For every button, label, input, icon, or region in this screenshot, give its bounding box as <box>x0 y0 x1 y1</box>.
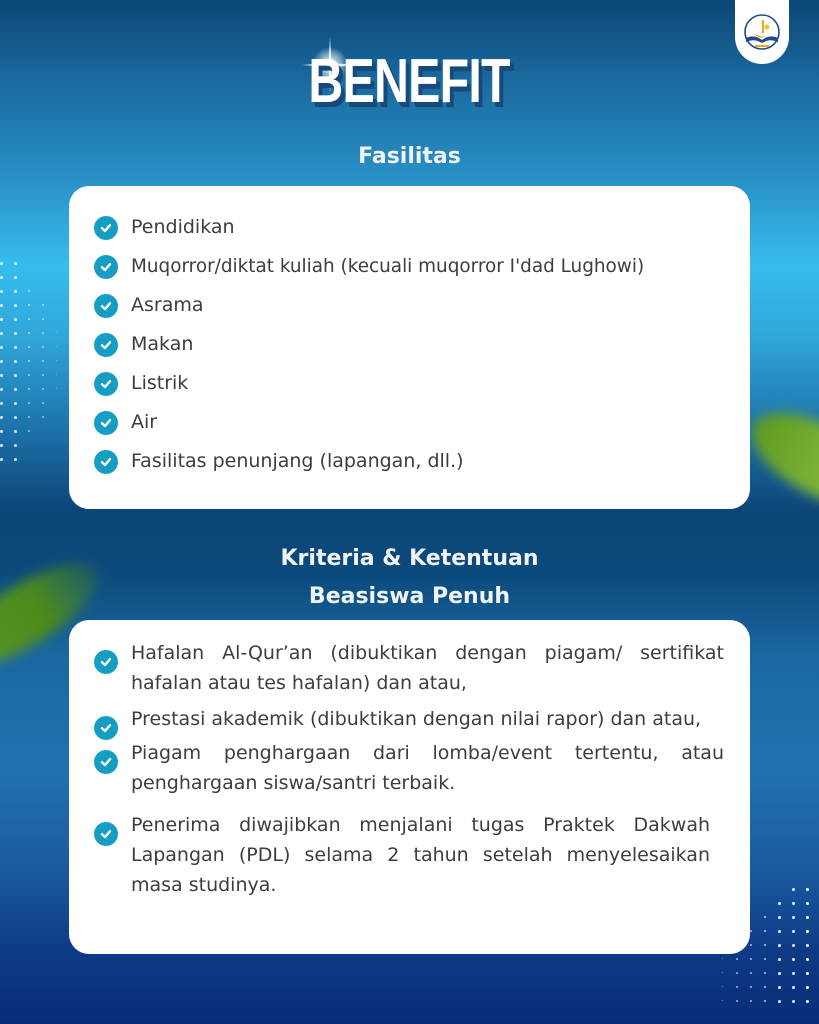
check-circle-icon <box>94 822 118 846</box>
criteria-card <box>69 620 750 954</box>
criteria-heading-line1: Kriteria & Ketentuan <box>280 546 539 571</box>
dot <box>28 304 30 306</box>
dot <box>14 290 17 293</box>
dot <box>764 986 766 988</box>
facilities-card <box>69 186 750 509</box>
dot <box>14 430 17 433</box>
facility-item <box>69 403 750 442</box>
dot <box>14 332 17 335</box>
dot <box>28 332 30 334</box>
dot <box>806 902 809 905</box>
dot <box>778 986 781 989</box>
criteria-item <box>69 810 750 900</box>
dot <box>0 402 3 405</box>
dot <box>42 388 44 390</box>
criteria-item <box>69 704 750 734</box>
dot <box>42 346 44 348</box>
dot <box>792 888 795 891</box>
dot <box>736 958 738 960</box>
facility-item <box>69 364 750 403</box>
dot <box>736 972 738 974</box>
dot <box>792 986 795 989</box>
facility-item <box>69 286 750 325</box>
dot <box>28 402 30 404</box>
dot <box>0 444 3 447</box>
dot <box>736 1000 738 1002</box>
dot <box>14 444 17 447</box>
facility-label: Muqorror/diktat kuliah (kecuali muqorror I'dad Lughowi) <box>131 256 645 277</box>
dot <box>56 374 57 375</box>
facility-label: Fasilitas penunjang (lapangan, dll.) <box>131 450 464 472</box>
dot <box>806 986 809 989</box>
dot <box>778 916 781 919</box>
dot <box>42 318 44 320</box>
dot <box>0 360 3 363</box>
check-circle-icon <box>94 216 118 240</box>
dot <box>14 262 17 265</box>
dot <box>42 402 44 404</box>
dot <box>764 930 766 932</box>
check-circle-icon <box>94 750 118 774</box>
dot <box>806 930 809 933</box>
dot <box>14 318 17 321</box>
dot <box>736 986 738 988</box>
facility-item <box>69 442 750 481</box>
dot <box>778 1000 781 1003</box>
dot <box>806 916 809 919</box>
dot <box>806 958 809 961</box>
facility-label: Makan <box>131 333 194 355</box>
check-circle-icon <box>94 450 118 474</box>
dot <box>14 360 17 363</box>
dot <box>28 430 30 432</box>
dot <box>722 1000 723 1001</box>
check-circle-icon <box>94 372 118 396</box>
dot <box>722 958 723 959</box>
dot <box>14 304 17 307</box>
dot <box>792 916 795 919</box>
check-circle-icon <box>94 255 118 279</box>
dot <box>806 1000 809 1003</box>
dot <box>778 972 781 975</box>
dot <box>764 958 766 960</box>
facility-label: Pendidikan <box>131 216 235 238</box>
criteria-label: Piagam penghargaan dari lomba/event tertentu, atau penghargaan siswa/santri terbaik. <box>131 742 724 794</box>
dot <box>764 944 766 946</box>
dot <box>0 318 3 321</box>
dot <box>0 290 3 293</box>
criteria-label: Penerima diwajibkan menjalani tugas Praktek Dakwah Lapangan (PDL) selama 2 tahun setelah menyelesaikan masa studinya. <box>131 814 710 896</box>
dot <box>0 346 3 349</box>
check-circle-icon <box>94 716 118 740</box>
facilities-heading: Fasilitas <box>358 144 461 169</box>
dot <box>764 972 766 974</box>
dot <box>28 388 30 390</box>
check-circle-icon <box>94 294 118 318</box>
facility-label: Listrik <box>131 372 189 394</box>
dot <box>0 262 3 265</box>
dot <box>778 902 781 905</box>
dot <box>14 276 17 279</box>
dot <box>0 332 3 335</box>
dot <box>0 416 3 419</box>
dot <box>14 402 17 405</box>
dot <box>778 930 781 933</box>
facility-label: Asrama <box>131 294 204 316</box>
dot <box>792 902 795 905</box>
dot <box>750 972 752 974</box>
dot <box>0 304 3 307</box>
dot <box>28 346 30 348</box>
dot <box>42 416 44 418</box>
dot <box>806 944 809 947</box>
dot <box>56 346 57 347</box>
facility-item <box>69 247 750 286</box>
dot <box>28 360 30 362</box>
criteria-heading-line2: Beasiswa Penuh <box>308 584 511 609</box>
check-circle-icon <box>94 650 118 674</box>
check-circle-icon <box>94 333 118 357</box>
criteria-label: Prestasi akademik (dibuktikan dengan nilai rapor) dan atau, <box>131 708 702 730</box>
criteria-item <box>69 638 750 698</box>
dot <box>792 958 795 961</box>
criteria-label: Hafalan Al-Qur’an (dibuktikan dengan piagam/ sertifikat hafalan atau tes hafalan) dan atau, <box>131 642 724 694</box>
dot <box>764 916 766 918</box>
dot <box>750 944 752 946</box>
dot <box>14 346 17 349</box>
dot <box>750 958 752 960</box>
criteria-heading <box>0 540 819 616</box>
dot <box>778 958 781 961</box>
dot <box>750 1000 752 1002</box>
dot <box>42 304 44 306</box>
dot <box>28 318 30 320</box>
facilities-list <box>69 186 750 481</box>
facility-item <box>69 208 750 247</box>
dot <box>792 930 795 933</box>
dot <box>722 972 723 973</box>
dot <box>56 388 57 389</box>
page-title: BENEFIT <box>308 47 511 116</box>
dot <box>42 374 44 376</box>
dot <box>806 972 809 975</box>
check-circle-icon <box>94 411 118 435</box>
criteria-item <box>69 738 750 798</box>
dot <box>750 986 752 988</box>
dot <box>14 458 17 461</box>
dot <box>792 972 795 975</box>
dot <box>722 986 723 987</box>
dot <box>14 416 17 419</box>
facility-label: Air <box>131 411 158 433</box>
dot <box>750 930 752 932</box>
dot <box>0 458 3 461</box>
dot <box>56 360 57 361</box>
dot <box>28 290 30 292</box>
dot <box>42 332 44 334</box>
dot <box>42 360 44 362</box>
dot <box>0 388 3 391</box>
dot <box>28 374 30 376</box>
dot <box>806 888 809 891</box>
dot <box>0 276 3 279</box>
dot <box>14 388 17 391</box>
dot <box>792 1000 795 1003</box>
dot <box>0 374 3 377</box>
dot <box>792 944 795 947</box>
dot <box>14 374 17 377</box>
dot <box>28 416 30 418</box>
criteria-list <box>69 620 750 900</box>
dot <box>0 430 3 433</box>
dot <box>778 944 781 947</box>
dot <box>764 1000 766 1002</box>
facility-item <box>69 325 750 364</box>
dot <box>56 332 57 333</box>
